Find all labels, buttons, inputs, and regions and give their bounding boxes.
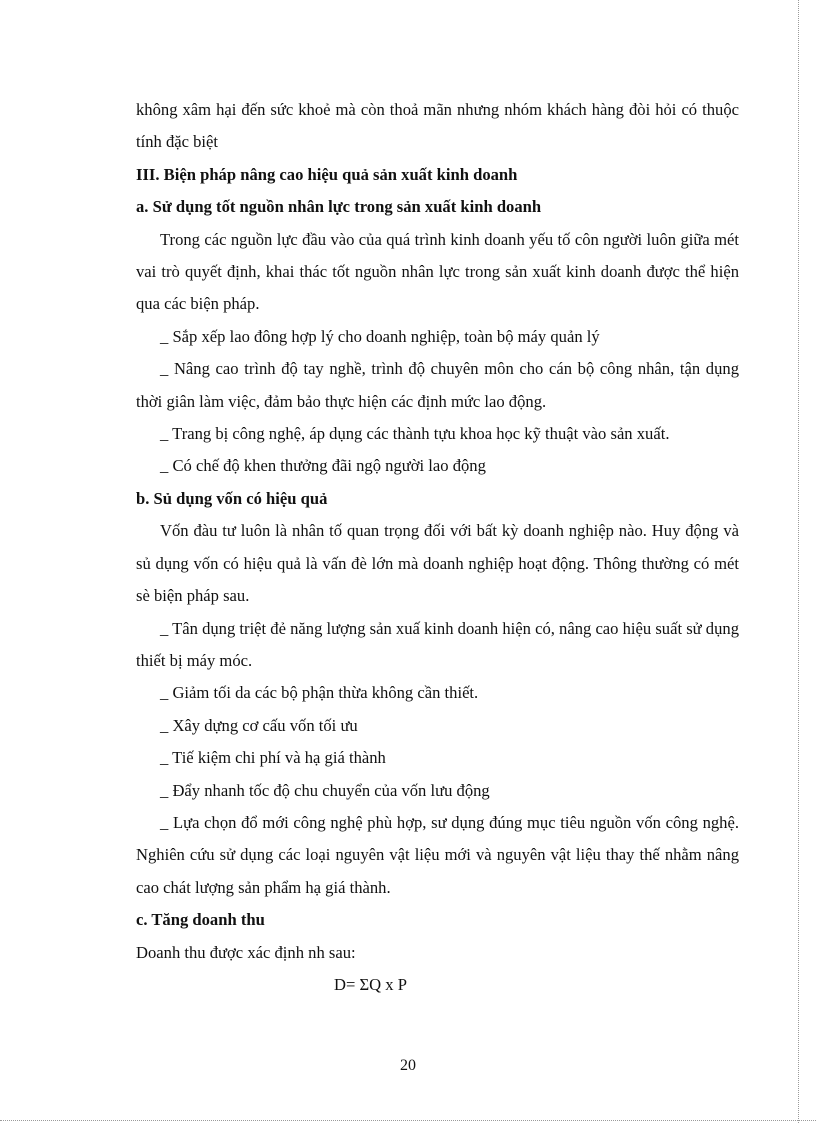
page-body [136,94,739,1001]
page-border-bottom [0,1120,816,1121]
subheading-a: a. Sử dụng tốt nguồn nhân lực trong sản xuất kinh doanh [136,197,542,217]
paragraph-capital: Vốn đàu tư luôn là nhân tố quan trọng đối với bất kỳ doanh nghiệp nào. Huy động và sủ dụng vốn có hiệu quả là vấn đè lớn mà doanh nghiệp hoạt động. Thông thường có mét sè biện pháp sau. [136,521,739,606]
paragraph-human-resources: Trong các nguồn lực đầu vào của quá trình kinh doanh yếu tố côn người luôn giữa mét vai trò quyết định, khai thác tốt nguồn nhân lực trong sản xuất kinh doanh được thể hiện qua các biện pháp. [136,229,739,314]
revenue-formula: D= ΣQ x P [334,974,407,994]
paragraph-continuation: không xâm hại đến sức khoẻ mà còn thoả mãn nhưng nhóm khách hàng đòi hỏi có thuộc tính đặc biệt [136,100,739,152]
list-item: _ Giảm tối da các bộ phận thừa không cần thiết. [160,683,479,703]
page-number: 20 [400,1057,416,1074]
list-item: _ Xây dựng cơ cấu vốn tối ưu [160,715,358,735]
list-item: _ Lựa chọn đổ mới công nghệ phù hợp, sư dụng đúng mục tiêu nguồn vốn công nghệ. Nghiên cứu sử dụng các loại nguyên vật liệu mới và nguyên vật liệu thay thế nhằm nâng cao chát lượng sản phẩm hạ giá thành. [136,812,739,897]
section-heading-iii: III. Biện pháp nâng cao hiệu quả sản xuất kinh doanh [136,164,518,184]
list-item: _ Tiế kiệm chi phí và hạ giá thành [160,748,386,768]
list-item: _ Tân dụng triệt đẻ năng lượng sản xuấ kinh doanh hiện có, nâng cao hiệu suất sử dụng thiết bị máy móc. [136,618,739,670]
subheading-b: b. Sủ dụng vốn có hiệu quả [136,488,328,508]
list-item: _ Nâng cao trình độ tay nghề, trình độ chuyên môn cho cán bộ công nhân, tận dụng thời giân làm việc, đảm bảo thực hiện các định mức lao động. [136,359,739,411]
page-border-right [798,0,799,1123]
list-item: _ Đẩy nhanh tốc độ chu chuyển của vốn lưu động [160,780,490,800]
list-item: _ Có chế độ khen thưởng đãi ngộ người lao động [160,456,486,476]
subheading-c: c. Tăng doanh thu [136,910,265,930]
list-item: _ Trang bị công nghệ, áp dụng các thành tựu khoa học kỹ thuật vào sản xuất. [160,424,670,444]
paragraph-revenue: Doanh thu được xác định nh sau: [136,942,356,962]
list-item: _ Sắp xếp lao đông hợp lý cho doanh nghiệp, toàn bộ máy quản lý [160,326,600,346]
